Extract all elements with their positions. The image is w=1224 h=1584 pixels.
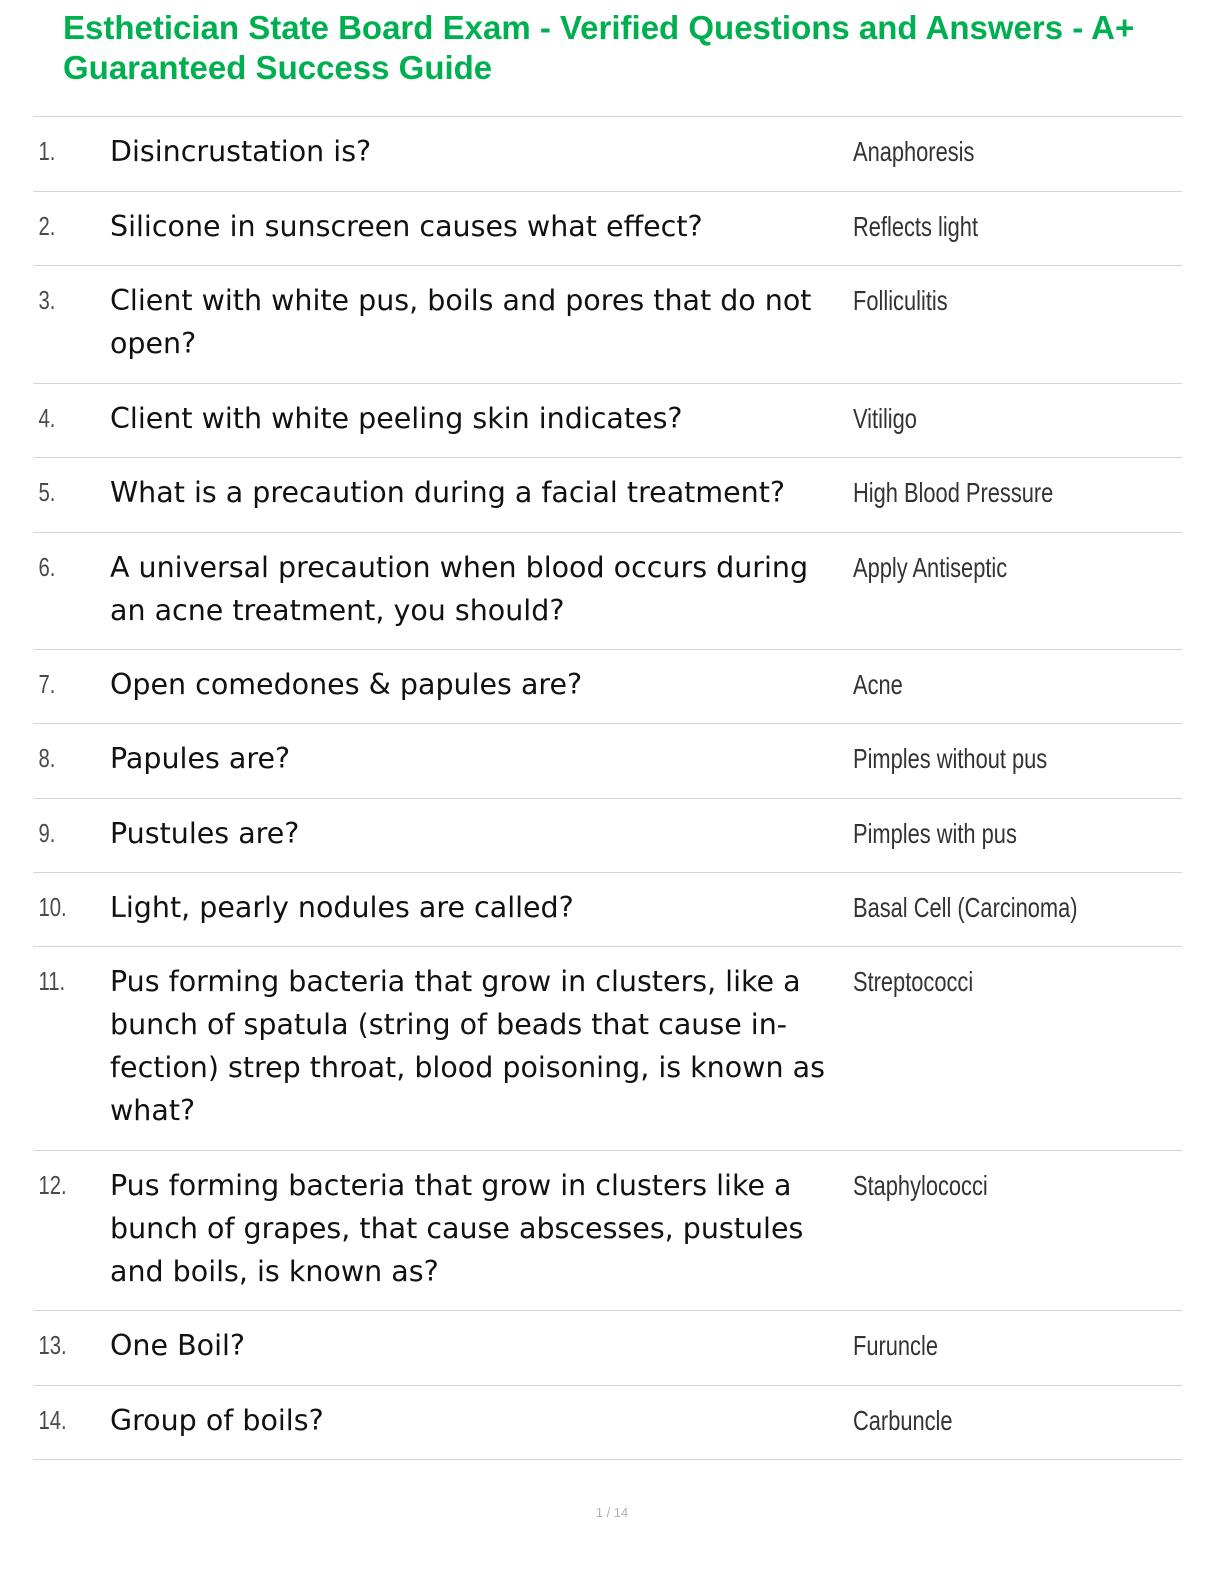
question-number: 1. xyxy=(38,136,56,166)
answer-text: High Blood Pressure xyxy=(853,477,1054,508)
qa-row-3 xyxy=(33,266,1182,384)
question-number: 13. xyxy=(38,1330,67,1360)
answer-text: Basal Cell (Carcinoma) xyxy=(853,892,1078,923)
question-text: Pus forming bacteria that grow in clusters, like a bunch of spatula (string of beads that cause in- fection) strep throat, blood poisoning, is known as what? xyxy=(110,965,825,1127)
qa-row-4 xyxy=(33,384,1182,458)
answer-text: Folliculitis xyxy=(853,285,948,316)
qa-row-12 xyxy=(33,1151,1182,1311)
answer-text: Anaphoresis xyxy=(853,136,975,167)
qa-row-7 xyxy=(33,650,1182,724)
question-text: Disincrustation is? xyxy=(110,135,372,168)
question-number: 12. xyxy=(38,1170,67,1200)
question-number: 3. xyxy=(38,285,56,315)
question-number: 5. xyxy=(38,477,56,507)
page-indicator: 1 / 14 xyxy=(595,1505,629,1520)
question-answer-table xyxy=(33,116,1182,1460)
question-text: Light, pearly nodules are called? xyxy=(110,891,574,924)
question-number: 2. xyxy=(38,211,56,241)
answer-text: Pimples without pus xyxy=(853,743,1048,774)
question-number: 4. xyxy=(38,403,56,433)
question-text: Group of boils? xyxy=(110,1404,324,1437)
answer-text: Streptococci xyxy=(853,966,974,997)
question-text: A universal precaution when blood occurs during an acne treatment, you should? xyxy=(110,551,809,627)
qa-row-2 xyxy=(33,192,1182,266)
answer-text: Vitiligo xyxy=(853,403,917,434)
answer-text: Staphylococci xyxy=(853,1170,988,1201)
answer-text: Carbuncle xyxy=(853,1405,953,1436)
qa-row-11 xyxy=(33,947,1182,1151)
question-text: What is a precaution during a facial treatment? xyxy=(110,476,786,509)
question-number: 8. xyxy=(38,743,56,773)
answer-text: Furuncle xyxy=(853,1330,938,1361)
question-text: Client with white peeling skin indicates? xyxy=(110,402,683,435)
question-number: 9. xyxy=(38,818,56,848)
answer-text: Acne xyxy=(853,669,903,700)
question-number: 10. xyxy=(38,892,67,922)
qa-row-9 xyxy=(33,799,1182,873)
question-number: 14. xyxy=(38,1405,67,1435)
question-text: One Boil? xyxy=(110,1329,246,1362)
qa-row-1 xyxy=(33,117,1182,192)
answer-text: Reflects light xyxy=(853,211,979,242)
answer-text: Apply Antiseptic xyxy=(853,552,1008,583)
question-number: 11. xyxy=(38,966,66,996)
document-title: Esthetician State Board Exam - Verified Questions and Answers - A+ Guaranteed Success Guide xyxy=(63,9,1135,86)
qa-row-10 xyxy=(33,873,1182,947)
question-text: Papules are? xyxy=(110,742,291,775)
question-number: 6. xyxy=(38,552,56,582)
qa-row-8 xyxy=(33,724,1182,799)
question-text: Silicone in sunscreen causes what effect? xyxy=(110,210,703,243)
qa-row-14 xyxy=(33,1386,1182,1460)
qa-row-5 xyxy=(33,458,1182,533)
question-text: Pustules are? xyxy=(110,817,300,850)
question-text: Client with white pus, boils and pores that do not open? xyxy=(110,284,812,360)
question-number: 7. xyxy=(38,669,56,699)
answer-text: Pimples with pus xyxy=(853,818,1017,849)
question-text: Pus forming bacteria that grow in clusters like a bunch of grapes, that cause abscesses, pustules and boils, is known as? xyxy=(110,1169,804,1288)
qa-row-13 xyxy=(33,1311,1182,1386)
question-text: Open comedones & papules are? xyxy=(110,668,583,701)
qa-row-6 xyxy=(33,533,1182,650)
